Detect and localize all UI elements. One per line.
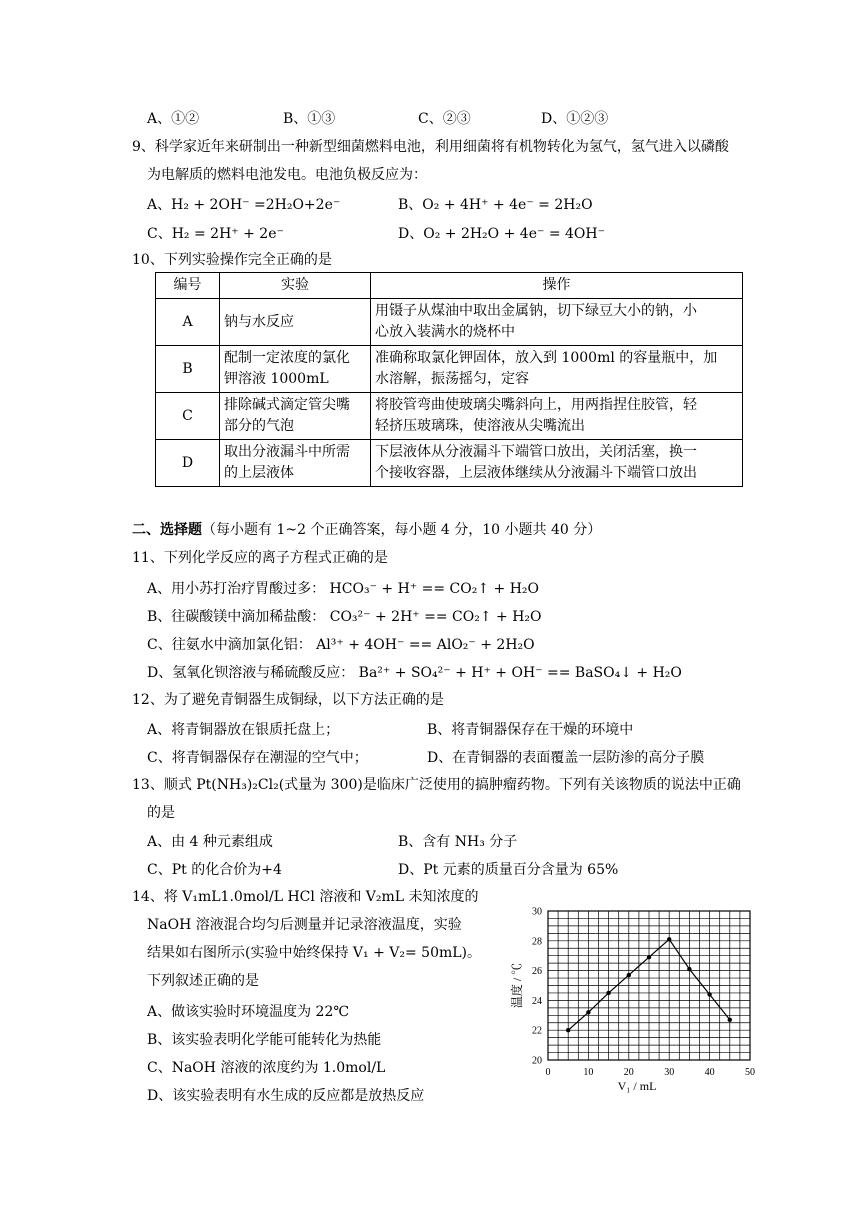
q14-stem-line4: 下列叙述正确的是 [147,973,259,989]
section2-title: 二、选择题 [132,522,202,538]
q9-stem-line1: 9、科学家近年来研制出一种新型细菌燃料电池，利用细菌将有机物转化为氢气，氢气进入以磷酸 [132,139,729,155]
section2-heading [132,520,601,540]
table-row [156,440,743,487]
q9-stem-line2: 为电解质的燃料电池发电。电池负极反应为： [147,167,427,183]
q11-option-a: A、用小苏打治疗胃酸过多： HCO₃⁻ + H⁺ == CO₂↑ + H₂O [147,581,540,597]
y-axis-label: 温度 / ℃ [510,962,524,1009]
row-id: C [156,393,220,440]
y-tick-label: 30 [532,906,542,918]
q12-option-d: D、在青铜器的表面覆盖一层防渗的高分子膜 [427,750,705,766]
q9-option-b: B、O₂ + 4H⁺ + 4e⁻ = 2H₂O [398,197,593,213]
row-experiment: 钠与水反应 [220,299,371,346]
q13-stem-line2: 的是 [147,805,175,821]
x-tick-label: 30 [664,1067,675,1078]
data-point [728,1018,732,1022]
header-id: 编号 [156,273,220,299]
section2-note: （每小题有 1~2 个正确答案，每小题 4 分，10 小题共 40 分） [202,522,602,538]
y-tick-label: 28 [532,936,542,948]
x-tick-label: 20 [623,1067,634,1078]
data-point [627,973,631,977]
table-header-row [156,273,743,299]
q8-option-c: C、②③ [418,111,471,127]
row-id: D [156,440,220,487]
q13-option-a: A、由 4 种元素组成 [147,834,273,850]
data-point [707,992,711,996]
temperature-chart [500,895,770,1105]
q14-option-a: A、做该实验时环境温度为 22℃ [147,1004,350,1020]
table-row [156,299,743,346]
q14-option-c: C、NaOH 溶液的浓度约为 1.0mol/L [147,1060,386,1076]
q9-option-d: D、O₂ + 2H₂O + 4e⁻ = 4OH⁻ [398,226,605,242]
q13-option-b: B、含有 NH₃ 分子 [398,834,518,850]
row-experiment: 配制一定浓度的氯化 钾溶液 1000mL [220,346,371,393]
data-point [586,1010,590,1014]
x-tick-label: 10 [583,1067,594,1078]
data-point [566,1028,570,1032]
data-point [667,937,671,941]
data-point [606,991,610,995]
q14-option-d: D、该实验表明有水生成的反应都是放热反应 [147,1088,425,1104]
row-operation: 用镊子从煤油中取出金属钠，切下绿豆大小的钠，小 心放入装满水的烧杯中 [371,299,743,346]
q12-option-b: B、将青铜器保存在干燥的环境中 [427,722,634,738]
q8-option-b: B、①③ [283,111,336,127]
q9-option-c: C、H₂ = 2H⁺ + 2e⁻ [147,226,284,242]
q14-stem-line2: NaOH 溶液混合均匀后测量并记录溶液温度，实验 [147,917,462,933]
q10-stem: 10、下列实验操作完全正确的是 [132,252,332,268]
q13-option-c: C、Pt 的化合价为+4 [147,862,282,878]
x-axis-label: V₁ / mL [617,1079,657,1093]
data-point [687,967,691,971]
row-experiment: 取出分液漏斗中所需 的上层液体 [220,440,371,487]
table-row [156,393,743,440]
q11-stem: 11、下列化学反应的离子方程式正确的是 [132,550,388,566]
x-tick-label: 40 [704,1067,715,1078]
header-operation: 操作 [371,273,743,299]
row-operation: 准确称取氯化钾固体，放入到 1000ml 的容量瓶中，加 水溶解，振荡摇匀，定容 [371,346,743,393]
q14-option-b: B、该实验表明化学能可能转化为热能 [147,1032,382,1048]
header-experiment: 实验 [220,273,371,299]
table-row [156,346,743,393]
q14-stem-line3: 结果如右图所示(实验中始终保持 V₁ + V₂= 50mL)。 [147,945,482,961]
q11-option-d: D、氢氧化钡溶液与稀硫酸反应： Ba²⁺ + SO₄²⁻ + H⁺ + OH⁻ == BaSO₄↓ + H₂O [147,665,682,681]
q13-stem-line1: 13、顺式 Pt(NH₃)₂Cl₂(式量为 300)是临床广泛使用的搞肿瘤药物。下列有关该物质的说法中正确 [132,777,741,793]
y-tick-label: 26 [532,966,542,978]
y-tick-label: 24 [532,995,542,1007]
row-id: B [156,346,220,393]
q8-option-d: D、①②③ [541,111,609,127]
x-tick-label: 0 [545,1067,551,1078]
q8-option-a: A、①② [147,111,200,127]
q9-option-a: A、H₂ + 2OH⁻ =2H₂O+2e⁻ [147,197,341,213]
q12-option-a: A、将青铜器放在银质托盘上； [147,722,340,738]
y-tick-label: 20 [532,1055,542,1067]
q12-option-c: C、将青铜器保存在潮湿的空气中； [147,750,368,766]
x-tick-label: 50 [745,1067,755,1078]
q12-stem: 12、为了避免青铜器生成铜绿，以下方法正确的是 [132,692,444,708]
y-tick-label: 22 [532,1025,542,1037]
q14-stem-line1: 14、将 V₁mL1.0mol/L HCl 溶液和 V₂mL 未知浓度的 [132,889,479,905]
q10-table [155,272,743,487]
q11-option-c: C、往氨水中滴加氯化铝： Al³⁺ + 4OH⁻ == AlO₂⁻ + 2H₂O [147,637,535,653]
q11-option-b: B、往碳酸镁中滴加稀盐酸： CO₃²⁻ + 2H⁺ == CO₂↑ + H₂O [147,609,542,625]
row-experiment: 排除碱式滴定管尖嘴 部分的气泡 [220,393,371,440]
data-point [647,955,651,959]
row-id: A [156,299,220,346]
row-operation: 将胶管弯曲使玻璃尖嘴斜向上，用两指捏住胶管，轻 轻挤压玻璃珠，使溶液从尖嘴流出 [371,393,743,440]
row-operation: 下层液体从分液漏斗下端管口放出，关闭活塞，换一 个接收容器，上层液体继续从分液漏斗下端管口放出 [371,440,743,487]
q13-option-d: D、Pt 元素的质量百分含量为 65% [398,862,619,878]
